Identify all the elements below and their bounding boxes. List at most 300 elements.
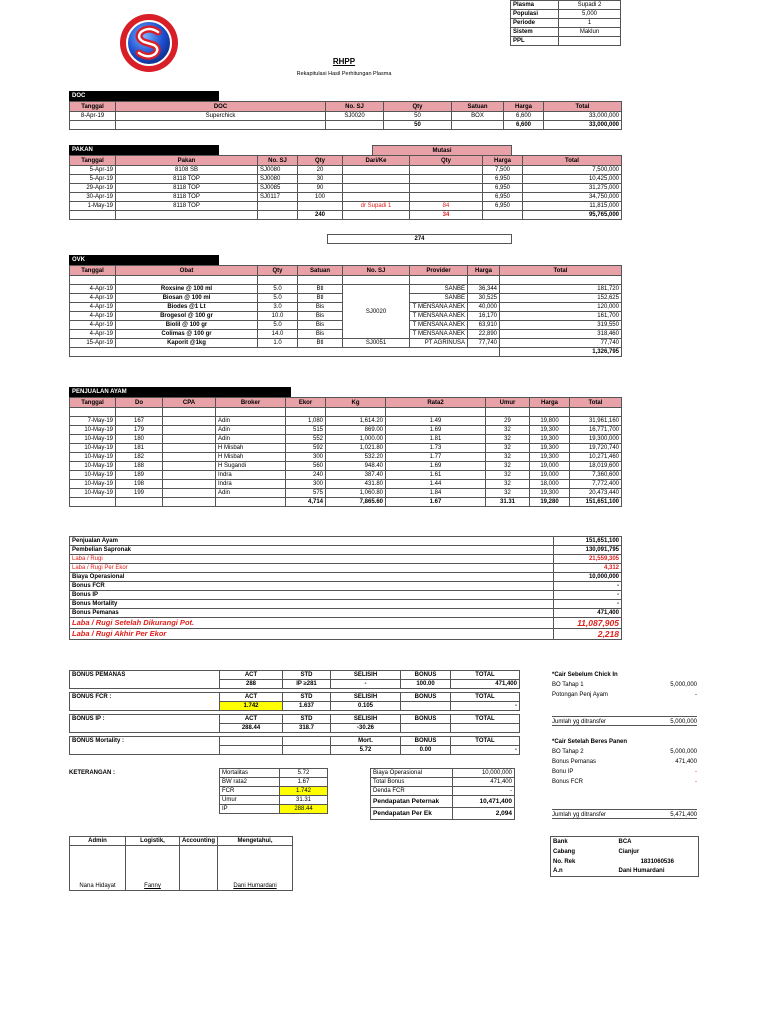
penjualan-cell: 10-May-19	[70, 444, 116, 453]
bonus-pemanas-table	[69, 670, 520, 689]
keterangan-table	[219, 768, 328, 814]
penjualan-cell: 1,000.00	[326, 435, 386, 444]
penjualan-cell: 29	[486, 417, 530, 426]
bonus-label: BONUS PEMANAS	[70, 671, 220, 680]
doc-cell: BOX	[452, 112, 504, 121]
bonus-value: IP ≥281	[283, 680, 331, 689]
bonus-header: SELISIH	[331, 671, 401, 680]
penjualan-cell: 32	[486, 480, 530, 489]
bank-row	[551, 857, 699, 867]
penjualan-cell	[163, 435, 216, 444]
penjualan-cell	[163, 453, 216, 462]
penjualan-cell: 948.40	[326, 462, 386, 471]
bonus-header: ACT	[220, 671, 283, 680]
penjualan-cell: 189	[116, 471, 163, 480]
summary-row	[70, 582, 622, 591]
penjualan-cell: Indra	[216, 471, 286, 480]
ovk-cell: 4-Apr-19	[70, 321, 116, 330]
penjualan-header: Total	[570, 398, 622, 408]
penjualan-cell: 1.81	[386, 435, 486, 444]
penjualan-cell: 240	[286, 471, 326, 480]
bank-label: Bank	[551, 837, 617, 847]
penjualan-cell: 560	[286, 462, 326, 471]
ovk-cell: Bis	[298, 321, 343, 330]
keterangan-value: 1.67	[280, 778, 328, 787]
pakan-cell: 29-Apr-19	[70, 184, 116, 193]
cair-sebelum-box	[552, 670, 697, 726]
cair-value: 5,000,000	[670, 682, 697, 688]
pendapatan-label: Pendapatan Per Ek	[371, 808, 453, 820]
doc-header: Qty	[384, 102, 452, 112]
ovk-cell: Kaporit @1kg	[116, 339, 258, 348]
final-value: 11,087,905	[554, 618, 622, 629]
pakan-cell	[298, 202, 343, 211]
ovk-cell: Bis	[298, 330, 343, 339]
penjualan-cell: 592	[286, 444, 326, 453]
ovk-cell: Colimas @ 100 gr	[116, 330, 258, 339]
cair-label: Bonus FCR	[552, 779, 584, 785]
bonus-header: TOTAL	[451, 737, 520, 746]
final-label: Laba / Rugi Setelah Dikurangi Pot.	[70, 618, 554, 629]
pakan-header: No. SJ	[258, 156, 298, 166]
bonus-header: STD	[283, 671, 331, 680]
penjualan-cell: 198	[116, 480, 163, 489]
keterangan-value: 5.72	[280, 769, 328, 778]
penjualan-header: Do	[116, 398, 163, 408]
bonus-header: SELISIH	[331, 715, 401, 724]
mutasi-header: Mutasi	[373, 146, 512, 156]
ovk-cell: 4-Apr-19	[70, 303, 116, 312]
pakan-cell	[258, 211, 298, 220]
plasma-info-row	[511, 19, 621, 28]
penjualan-cell: 188	[116, 462, 163, 471]
pakan-table	[69, 155, 622, 220]
keterangan-value: 288.44	[280, 805, 328, 814]
plasma-info-value: Supadi 2	[559, 1, 621, 10]
penjualan-cell: Adin	[216, 489, 286, 498]
ovk-sj-cell: SJ0020	[343, 285, 410, 339]
doc-section-label: DOC	[69, 91, 219, 101]
cair-label: BO Tahap 2	[552, 749, 584, 755]
penjualan-cell: 1,060.80	[326, 489, 386, 498]
cair1-row	[552, 690, 697, 700]
ovk-cell: 22,890	[468, 330, 500, 339]
bank-label: Cabang	[551, 847, 617, 857]
penjualan-header: Kg	[326, 398, 386, 408]
penjualan-cell: 552	[286, 435, 326, 444]
signature-name: Dani Humardani	[218, 846, 293, 891]
penjualan-cell: 16,771,700	[570, 426, 622, 435]
pakan-cell	[410, 193, 483, 202]
bonus-header: BONUS	[401, 715, 451, 724]
bonus-mort-table	[69, 736, 520, 755]
penjualan-cell: 10-May-19	[70, 489, 116, 498]
pakan-cell	[483, 211, 523, 220]
penjualan-row	[70, 462, 622, 471]
summary-row	[70, 591, 622, 600]
doc-cell: Superchick	[116, 112, 326, 121]
pakan-cell: 6,950	[483, 184, 523, 193]
doc-header: Tanggal	[70, 102, 116, 112]
summary-row	[70, 609, 622, 618]
plasma-info-value: 5,000	[559, 10, 621, 19]
penjualan-cell	[163, 480, 216, 489]
ovk-cell: Biodes @1 Lt	[116, 303, 258, 312]
pakan-cell: 8118 TOP	[116, 184, 258, 193]
ovk-cell: 16,170	[468, 312, 500, 321]
penjualan-cell: 1.61	[386, 471, 486, 480]
bonus-value	[401, 702, 451, 711]
bank-row	[551, 837, 699, 847]
pakan-cell: 5-Apr-19	[70, 166, 116, 175]
penjualan-cell: 1.84	[386, 489, 486, 498]
plasma-info-row	[511, 10, 621, 19]
penjualan-row	[70, 489, 622, 498]
penjualan-row	[70, 444, 622, 453]
pakan-cell	[410, 175, 483, 184]
pakan-cell: 20	[298, 166, 343, 175]
bonus-value: 1.637	[283, 702, 331, 711]
bonus-value: 471,400	[451, 680, 520, 689]
doc-header: DOC	[116, 102, 326, 112]
summary-label: Bonus Mortality	[70, 600, 554, 609]
cair1-row	[552, 680, 697, 690]
bonus-value: 288	[220, 680, 283, 689]
penjualan-cell: 181	[116, 444, 163, 453]
doc-cell: 8-Apr-19	[70, 112, 116, 121]
ovk-cell: 120,000	[500, 303, 622, 312]
plasma-info-row	[511, 28, 621, 37]
pakan-cell: 84	[410, 202, 483, 211]
ovk-row	[70, 339, 622, 348]
penjualan-header: Rata2	[386, 398, 486, 408]
bonus-header: ACT	[220, 715, 283, 724]
ovk-header: Provider	[410, 266, 468, 276]
penjualan-cell: 300	[286, 480, 326, 489]
bank-value: Cianjur	[617, 847, 699, 857]
penjualan-cell: 19,800	[530, 417, 570, 426]
penjualan-cell: 1,080	[286, 417, 326, 426]
ovk-cell: Brogesol @ 100 gr	[116, 312, 258, 321]
pakan-cell: 100	[298, 193, 343, 202]
ovk-cell: PT AGRINUSA	[410, 339, 468, 348]
biaya-label: Biaya Operasional	[371, 769, 453, 778]
doc-table	[69, 101, 622, 130]
penjualan-cell: 32	[486, 462, 530, 471]
bonus-header: TOTAL	[451, 671, 520, 680]
summary-row	[70, 537, 622, 546]
biaya-value: 10,000,000	[453, 769, 515, 778]
keterangan-label: Mortalitas	[220, 769, 280, 778]
ovk-cell: Biosan @ 100 ml	[116, 294, 258, 303]
pakan-cell: 90	[298, 184, 343, 193]
penjualan-cell: Adin	[216, 417, 286, 426]
plasma-info-label: PPL	[511, 37, 559, 46]
final-label: Laba / Rugi Akhir Per Ekor	[70, 629, 554, 640]
ovk-header: Obat	[116, 266, 258, 276]
pakan-cell: 8108 SB	[116, 166, 258, 175]
ovk-cell: Roxsine @ 100 ml	[116, 285, 258, 294]
doc-header: No. SJ	[326, 102, 384, 112]
summary-value: 151,651,100	[554, 537, 622, 546]
pakan-header: Tanggal	[70, 156, 116, 166]
penjualan-header: Ekor	[286, 398, 326, 408]
penjualan-cell: 1.49	[386, 417, 486, 426]
cair-value: -	[695, 692, 697, 698]
ovk-cell: 40,000	[468, 303, 500, 312]
penjualan-cell: 1.77	[386, 453, 486, 462]
ovk-cell: 4-Apr-19	[70, 285, 116, 294]
penjualan-cell: 10,271,460	[570, 453, 622, 462]
bonus-value: 100.00	[401, 680, 451, 689]
bonus-header: STD	[283, 715, 331, 724]
summary-label: Pembelian Sapronak	[70, 546, 554, 555]
ovk-cell: 161,700	[500, 312, 622, 321]
penjualan-total-cell: 31.31	[486, 498, 530, 507]
ovk-row	[70, 276, 622, 285]
ovk-cell: T MENSANA ANEK	[410, 303, 468, 312]
pakan-section-label: PAKAN	[69, 145, 219, 155]
penjualan-cell	[163, 471, 216, 480]
penjualan-cell: 19,300	[530, 426, 570, 435]
bonus-value: 0.105	[331, 702, 401, 711]
ovk-cell: 181,720	[500, 285, 622, 294]
pakan-row	[70, 175, 622, 184]
penjualan-cell	[163, 426, 216, 435]
penjualan-cell: Adin	[216, 435, 286, 444]
penjualan-total-cell: 151,651,100	[570, 498, 622, 507]
summary-value: 21,559,305	[554, 555, 622, 564]
ovk-row	[70, 285, 622, 294]
pakan-cell	[258, 202, 298, 211]
summary-label: Penjualan Ayam	[70, 537, 554, 546]
bonus-header: Mort.	[331, 737, 401, 746]
penjualan-cell: 32	[486, 426, 530, 435]
biaya-label: Total Bonus	[371, 778, 453, 787]
bonus-value: -	[451, 746, 520, 755]
ovk-cell: 319,550	[500, 321, 622, 330]
penjualan-row	[70, 435, 622, 444]
penjualan-cell: 10-May-19	[70, 462, 116, 471]
summary-value: -	[554, 600, 622, 609]
summary-value: -	[554, 582, 622, 591]
pakan-cell: 34,750,000	[523, 193, 622, 202]
doc-cell: 50	[384, 112, 452, 121]
penjualan-cell: H Misbah	[216, 444, 286, 453]
pakan-cell: 11,815,000	[523, 202, 622, 211]
cair-label: Potongan Penj Ayam	[552, 692, 608, 698]
cair2-row	[552, 767, 697, 777]
keterangan-label: KETERANGAN :	[69, 770, 115, 776]
ovk-cell: T MENSANA ANEK	[410, 330, 468, 339]
pakan-cell: 30	[298, 175, 343, 184]
doc-cell: 33,000,000	[544, 112, 622, 121]
pakan-cell: 1-May-19	[70, 202, 116, 211]
ovk-cell: 5.0	[258, 285, 298, 294]
bonus-value	[220, 746, 283, 755]
penjualan-total-cell: 1.67	[386, 498, 486, 507]
penjualan-cell: 431.80	[326, 480, 386, 489]
ovk-section-label: OVK	[69, 255, 219, 265]
bonus-value: 288.44	[220, 724, 283, 733]
doc-cell	[452, 121, 504, 130]
bonus-label: BONUS Mortality :	[70, 737, 220, 746]
doc-cell: 6,600	[504, 112, 544, 121]
bank-label: No. Rek	[551, 857, 617, 867]
ovk-cell: Btl	[298, 285, 343, 294]
plasma-info-value: Maklun	[559, 28, 621, 37]
report-title: RHPP	[332, 57, 356, 66]
pakan-row	[70, 202, 622, 211]
bonus-header	[283, 737, 331, 746]
bank-row	[551, 847, 699, 857]
signature-table	[69, 836, 293, 891]
biaya-row	[371, 769, 515, 778]
doc-cell: 33,000,000	[544, 121, 622, 130]
pakan-cell: 6,950	[483, 193, 523, 202]
bonus-header: TOTAL	[451, 693, 520, 702]
penjualan-cell: 7,360,600	[570, 471, 622, 480]
keterangan-row	[220, 787, 328, 796]
pakan-cell: SJ0080	[258, 175, 298, 184]
bank-value: BCA	[617, 837, 699, 847]
signature-header: Accounting	[180, 837, 218, 846]
cair2-row	[552, 757, 697, 767]
penjualan-header: Harga	[530, 398, 570, 408]
cair2-row	[552, 777, 697, 787]
bonus-header: BONUS	[401, 671, 451, 680]
ovk-cell: Btl	[298, 339, 343, 348]
keterangan-value: 1.742	[280, 787, 328, 796]
penjualan-cell: H Sugandi	[216, 462, 286, 471]
pakan-cell: SJ0117	[258, 193, 298, 202]
signature-header: Admin	[70, 837, 126, 846]
pakan-cell: SJ0085	[258, 184, 298, 193]
bonus-value: -30.26	[331, 724, 401, 733]
summary-row	[70, 573, 622, 582]
plasma-info-value	[559, 37, 621, 46]
pakan-cell	[410, 184, 483, 193]
biaya-value: 471,400	[453, 778, 515, 787]
penjualan-cell: 19,000	[530, 471, 570, 480]
ovk-header: Total	[500, 266, 622, 276]
ovk-cell: 36,344	[468, 285, 500, 294]
summary-value: 471,400	[554, 609, 622, 618]
bonus-header: SELISIH	[331, 693, 401, 702]
pakan-cell	[343, 211, 410, 220]
ovk-total: 1,326,795	[500, 348, 622, 357]
bonus-value: -	[331, 680, 401, 689]
penjualan-cell: 19,300,000	[570, 435, 622, 444]
ovk-cell: 4-Apr-19	[70, 294, 116, 303]
signature-header: Logistik,	[126, 837, 180, 846]
penjualan-cell: 32	[486, 489, 530, 498]
penjualan-cell: Indra	[216, 480, 286, 489]
final-value: 2,218	[554, 629, 622, 640]
penjualan-cell: 1.44	[386, 480, 486, 489]
penjualan-cell: H Misbah	[216, 453, 286, 462]
cair-sebelum-title: *Cair Sebelum Chick In	[552, 672, 618, 678]
penjualan-header: Umur	[486, 398, 530, 408]
biaya-label: Denda FCR	[371, 787, 453, 796]
summary-label: Biaya Operasional	[70, 573, 554, 582]
penjualan-header: Broker	[216, 398, 286, 408]
penjualan-cell: 180	[116, 435, 163, 444]
biaya-table	[370, 768, 515, 820]
penjualan-cell: 7-May-19	[70, 417, 116, 426]
penjualan-cell: 387.40	[326, 471, 386, 480]
penjualan-cell: 1.73	[386, 444, 486, 453]
bonus-value: 318.7	[283, 724, 331, 733]
pakan-cell: SJ0080	[258, 166, 298, 175]
penjualan-cell: 199	[116, 489, 163, 498]
pakan-cell: dr Supadi 1	[343, 202, 410, 211]
pakan-cell: 10,425,000	[523, 175, 622, 184]
penjualan-row	[70, 426, 622, 435]
ovk-cell: Btl	[298, 294, 343, 303]
penjualan-cell: 19,300	[530, 435, 570, 444]
penjualan-cell: 869.00	[326, 426, 386, 435]
cair-sebelum-total: Jumlah yg ditransfer 5,000,000	[552, 716, 697, 726]
summary-row	[70, 600, 622, 609]
cair-value: -	[695, 779, 697, 785]
pakan-cell	[410, 166, 483, 175]
bonus-value: 5.72	[331, 746, 401, 755]
penjualan-cell: Adin	[216, 426, 286, 435]
penjualan-cell	[163, 462, 216, 471]
penjualan-total-row	[70, 498, 622, 507]
summary-row	[70, 564, 622, 573]
bank-value: Dani Humardani	[617, 867, 699, 877]
summary-label: Laba / Rugi	[70, 555, 554, 564]
penjualan-cell: 10-May-19	[70, 453, 116, 462]
doc-cell: SJ0020	[326, 112, 384, 121]
keterangan-label: BW rata2	[220, 778, 280, 787]
doc-header: Satuan	[452, 102, 504, 112]
plasma-info-label: Populasi	[511, 10, 559, 19]
doc-row	[70, 121, 622, 130]
penjualan-cell	[163, 444, 216, 453]
ovk-cell: 4-Apr-19	[70, 312, 116, 321]
ovk-header: Satuan	[298, 266, 343, 276]
penjualan-cell: 19,720,740	[570, 444, 622, 453]
signature-name	[180, 846, 218, 891]
signature-name: Fanny	[126, 846, 180, 891]
pakan-cell	[70, 211, 116, 220]
ovk-header: Qty	[258, 266, 298, 276]
penjualan-total-cell: 4,714	[286, 498, 326, 507]
ovk-cell: 318,460	[500, 330, 622, 339]
pakan-row	[70, 211, 622, 220]
penjualan-cell: 19,000	[530, 462, 570, 471]
plasma-info-value: 1	[559, 19, 621, 28]
keterangan-value: 31.31	[280, 796, 328, 805]
penjualan-row	[70, 480, 622, 489]
doc-header: Harga	[504, 102, 544, 112]
pakan-cell	[343, 175, 410, 184]
bank-value: 1831060536	[617, 857, 699, 867]
summary-value: 130,091,795	[554, 546, 622, 555]
bonus-header: STD	[283, 693, 331, 702]
ovk-cell: 3.0	[258, 303, 298, 312]
ovk-cell: 10.0	[258, 312, 298, 321]
pakan-cell	[343, 166, 410, 175]
bonus-value: 1.742	[220, 702, 283, 711]
penjualan-cell: 1.69	[386, 462, 486, 471]
penjualan-total-cell: 7,865.60	[326, 498, 386, 507]
pakan-cell: 8118 TOP	[116, 202, 258, 211]
bonus-header: BONUS	[401, 737, 451, 746]
